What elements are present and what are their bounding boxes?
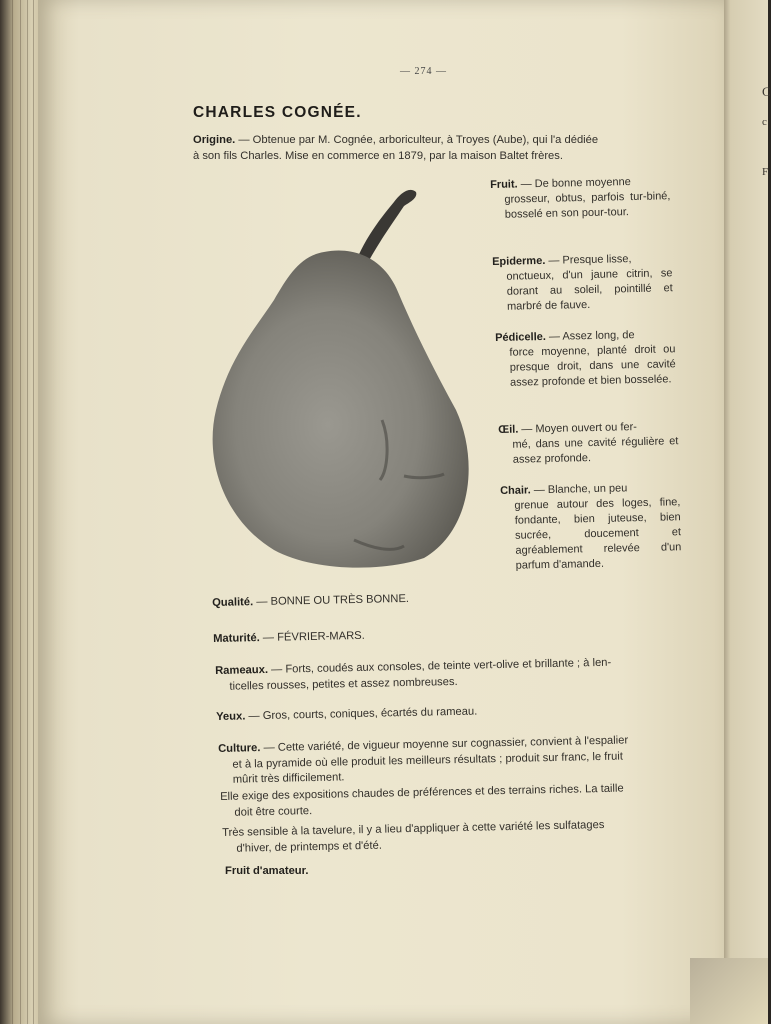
rameaux-label: Rameaux. [215, 663, 269, 677]
usage-label: Fruit d'amateur. [225, 865, 309, 877]
rameaux-line2: ticelles rousses, petites et assez nombreuses. [229, 675, 458, 693]
maturite-text: — FÉVRIER-MARS. [259, 629, 365, 645]
culture-line3: mûrit très difficilement. [232, 771, 345, 786]
origine-line1: — Obtenue par M. Cognée, arboriculteur, à Troyes (Aube), qui l'a dédiée [235, 134, 599, 146]
description-pedicelle [495, 327, 676, 391]
facing-page [718, 0, 768, 1024]
description-epiderme [492, 251, 673, 315]
pear-illustration [204, 180, 476, 570]
maturite-label: Maturité. [213, 632, 260, 645]
description-chair [500, 480, 682, 574]
sensible-line1: Très sensible à la tavelure, il y a lieu d'appliquer à cette variété les sulfatages [222, 818, 605, 839]
usage-paragraph [225, 864, 308, 880]
sensible-line2: d'hiver, de printemps et d'été. [236, 839, 383, 855]
oeil-rest: mé, dans une cavité régulière et assez profonde. [512, 435, 679, 466]
maturite-paragraph [213, 629, 365, 648]
facing-page-glyph: F [762, 166, 769, 178]
culture-line2: et à la pyramide où elle produit les meilleurs résultats ; produit sur franc, le fruit [232, 750, 624, 771]
description-fruit [490, 174, 671, 223]
culture-paragraph [218, 732, 689, 788]
fruit-rest: grosseur, obtus, parfois tur-biné, bosselé en son pour-tour. [504, 190, 671, 221]
origine-label: Origine. [193, 134, 236, 146]
chair-label: Chair. [500, 484, 531, 497]
exige-line1: Elle exige des expositions chaudes de préférences et des terrains riches. La taille [220, 782, 624, 803]
page-number: — 274 — [400, 66, 447, 77]
oeil-label: Œil. [498, 423, 519, 436]
culture-label: Culture. [218, 742, 261, 755]
fruit-label: Fruit. [490, 178, 518, 191]
pear-body [213, 251, 469, 568]
facing-page-glyph: c [762, 116, 767, 128]
pedicelle-rest: force moyenne, planté droit ou presque droit, dans une cavité assez profonde et bien bosselée. [509, 343, 676, 389]
qualite-text: — BONNE OU TRÈS BONNE. [253, 592, 410, 609]
variety-title: CHARLES COGNÉE. [193, 104, 362, 121]
oeil-first: — Moyen ouvert ou fer- [518, 421, 638, 436]
page-corner [690, 958, 768, 1024]
chair-first: — Blanche, un peu [530, 482, 628, 497]
yeux-text: — Gros, courts, coniques, écartés du rameau. [245, 705, 478, 723]
epiderme-label: Epiderme. [492, 254, 546, 268]
origine-paragraph [193, 133, 673, 164]
fruit-first: — De bonne moyenne [517, 176, 631, 191]
pedicelle-first: — Assez long, de [545, 329, 635, 343]
rameaux-line1: — Forts, coudés aux consoles, de teinte vert-olive et brillante ; à len- [267, 656, 612, 676]
description-oeil [498, 419, 679, 468]
chair-rest: grenue autour des loges, fine, fondante, bien juteuse, bien sucrée, doucement et agréablement relevée d'un parfum d'amande. [514, 496, 682, 572]
exige-line2: doit être courte. [234, 804, 313, 819]
facing-page-glyph: C [762, 84, 771, 99]
yeux-label: Yeux. [216, 710, 246, 723]
culture-line1: — Cette variété, de vigueur moyenne sur cognassier, convient à l'espalier [260, 734, 629, 755]
pedicelle-label: Pédicelle. [495, 330, 547, 344]
epiderme-first: — Presque lisse, [545, 253, 632, 267]
origine-line2: à son fils Charles. Mise en commerce en 1879, par la maison Baltet frères. [193, 149, 563, 162]
epiderme-rest: onctueux, d'un jaune citrin, se dorant au soleil, pointillé et marbré de fauve. [506, 267, 673, 313]
qualite-label: Qualité. [212, 596, 254, 609]
